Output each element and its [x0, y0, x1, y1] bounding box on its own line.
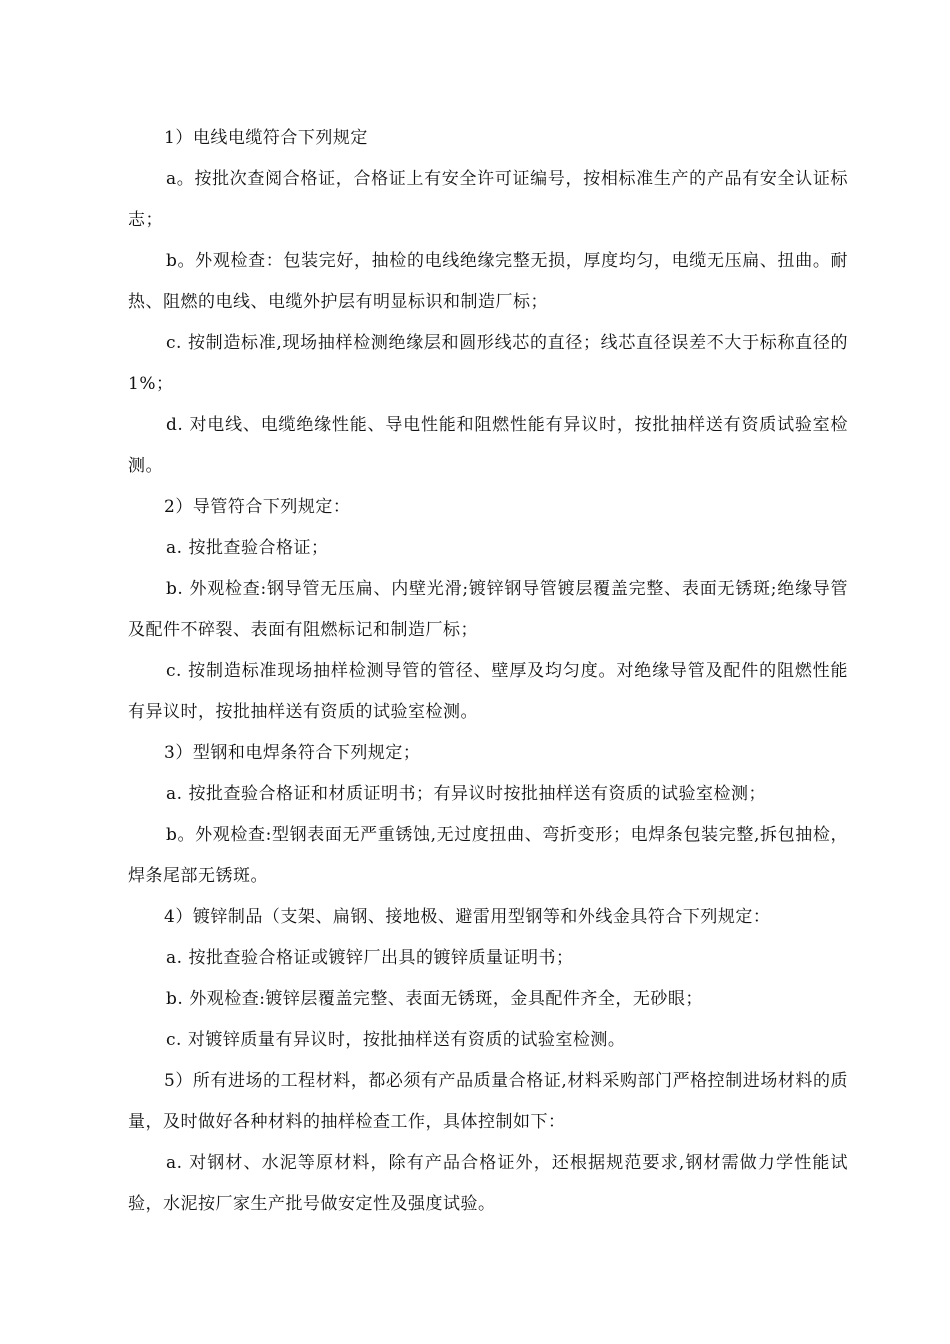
section-heading-galvanized: 4）镀锌制品（支架、扁钢、接地极、避雷用型钢等和外线金具符合下列规定：: [164, 907, 771, 927]
list-item: a. 按批查验合格证或镀锌厂出具的镀锌质量证明书；: [166, 948, 574, 968]
list-item: a. 按批查验合格证和材质证明书；有异议时按批抽样送有资质的试验室检测；: [166, 784, 766, 804]
list-item: b. 外观检查:镀锌层覆盖完整、表面无锈斑，金具配件齐全，无砂眼；: [166, 989, 703, 1009]
list-item: c. 按制造标准现场抽样检测导管的管径、壁厚及均匀度。对绝缘导管及配件的阻燃性能有异议时，按批抽样送有资质的试验室检测。: [128, 661, 848, 722]
list-item: b。外观检查:型钢表面无严重锈蚀,无过度扭曲、弯折变形；电焊条包装完整,拆包抽检，焊条尾部无锈斑。: [128, 825, 848, 886]
list-item: b. 外观检查:钢导管无压扁、内壁光滑;镀锌钢导管镀层覆盖完整、表面无锈斑;绝缘导管及配件不碎裂、表面有阻燃标记和制造厂标；: [128, 579, 848, 640]
list-item: b。外观检查：包装完好，抽检的电线绝缘完整无损，厚度均匀，电缆无压扁、扭曲。耐热、阻燃的电线、电缆外护层有明显标识和制造厂标；: [128, 251, 848, 312]
list-item: a. 对钢材、水泥等原材料，除有产品合格证外，还根据规范要求,钢材需做力学性能试验，水泥按厂家生产批号做安定性及强度试验。: [128, 1153, 848, 1214]
list-item: a。按批次查阅合格证，合格证上有安全许可证编号，按相标准生产的产品有安全认证标志；: [128, 169, 848, 230]
list-item: a. 按批查验合格证；: [166, 538, 329, 558]
section-heading-materials: 5）所有进场的工程材料，都必须有产品质量合格证,材料采购部门严格控制进场材料的质量，及时做好各种材料的抽样检查工作，具体控制如下：: [128, 1071, 848, 1132]
section-heading-wire-cable: 1）电线电缆符合下列规定: [164, 128, 368, 148]
list-item: c. 按制造标准,现场抽样检测绝缘层和圆形线芯的直径；线芯直径误差不大于标称直径的 1%；: [128, 333, 848, 394]
section-heading-steel-electrode: 3）型钢和电焊条符合下列规定；: [164, 743, 421, 763]
list-item: c. 对镀锌质量有异议时，按批抽样送有资质的试验室检测。: [166, 1030, 626, 1050]
list-item: d. 对电线、电缆绝缘性能、导电性能和阻燃性能有异议时，按批抽样送有资质试验室检测。: [128, 415, 848, 476]
section-heading-conduit: 2）导管符合下列规定：: [164, 497, 351, 517]
document-body: [128, 118, 848, 1225]
